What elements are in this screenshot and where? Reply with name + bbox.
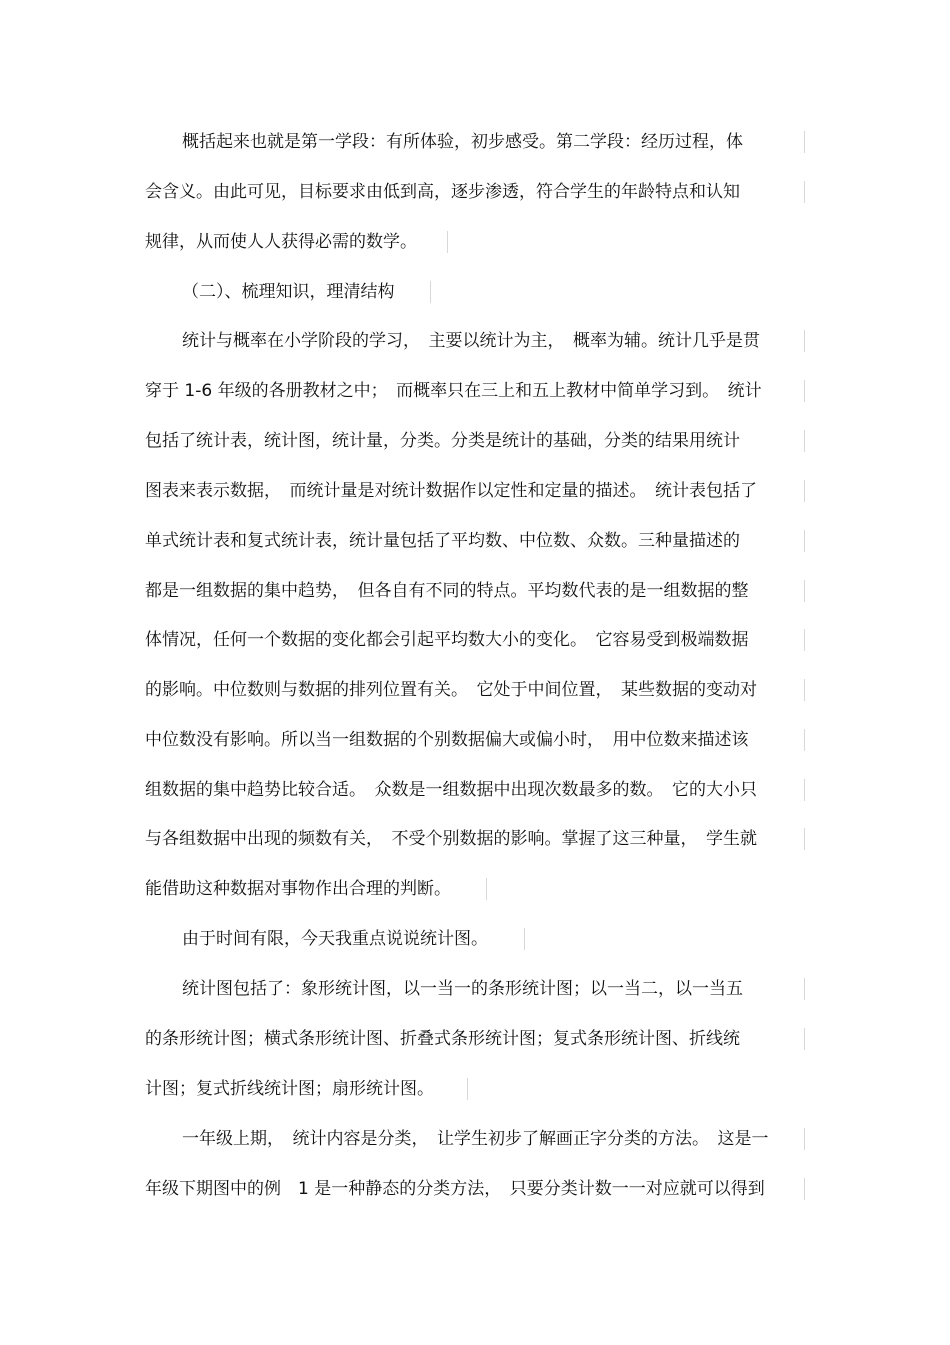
paragraph-line: 统计与概率在小学阶段的学习， 主要以统计为主， 概率为辅。统计几乎是贯 bbox=[182, 331, 760, 351]
paragraph-line: 包括了统计表，统计图，统计量，分类。分类是统计的基础，分类的结果用统计 bbox=[145, 431, 740, 451]
paragraph-line: 都是一组数据的集中趋势， 但各自有不同的特点。平均数代表的是一组数据的整 bbox=[145, 581, 749, 601]
line-edge-mark bbox=[430, 281, 431, 303]
line-edge-mark bbox=[804, 1178, 805, 1200]
line-edge-mark bbox=[804, 480, 805, 502]
line-edge-mark bbox=[804, 978, 805, 1000]
line-edge-mark bbox=[804, 330, 805, 352]
line-edge-mark bbox=[804, 380, 805, 402]
line-edge-mark bbox=[804, 729, 805, 751]
line-edge-mark bbox=[804, 530, 805, 552]
line-edge-mark bbox=[804, 181, 805, 203]
line-edge-mark bbox=[804, 1028, 805, 1050]
line-edge-mark bbox=[804, 828, 805, 850]
paragraph-line: 体情况，任何一个数据的变化都会引起平均数大小的变化。 它容易受到极端数据 bbox=[145, 630, 749, 650]
paragraph-line: 年级下期图中的例 1 是一种静态的分类方法， 只要分类计数一一对应就可以得到 bbox=[145, 1179, 765, 1199]
line-edge-mark bbox=[804, 131, 805, 153]
paragraph-line: 计图；复式折线统计图；扇形统计图。 bbox=[145, 1079, 434, 1099]
line-edge-mark bbox=[804, 779, 805, 801]
paragraph-line: 穿于 1-6 年级的各册教材之中； 而概率只在三上和五上教材中简单学习到。 统计 bbox=[145, 381, 762, 401]
paragraph-line: 会含义。由此可见，目标要求由低到高，逐步渗透，符合学生的年龄特点和认知 bbox=[145, 182, 740, 202]
paragraph-line: 能借助这种数据对事物作出合理的判断。 bbox=[145, 879, 451, 899]
paragraph-line: 的条形统计图；横式条形统计图、折叠式条形统计图；复式条形统计图、折线统 bbox=[145, 1029, 740, 1049]
paragraph-line: 概括起来也就是第一学段：有所体验，初步感受。第二学段：经历过程，体 bbox=[182, 132, 743, 152]
paragraph-line: 组数据的集中趋势比较合适。 众数是一组数据中出现次数最多的数。 它的大小只 bbox=[145, 780, 757, 800]
line-edge-mark bbox=[804, 580, 805, 602]
paragraph-line: 与各组数据中出现的频数有关， 不受个别数据的影响。掌握了这三种量， 学生就 bbox=[145, 829, 757, 849]
paragraph-line: 统计图包括了：象形统计图，以一当一的条形统计图；以一当二，以一当五 bbox=[182, 979, 743, 999]
paragraph-line: 单式统计表和复式统计表，统计量包括了平均数、中位数、众数。三种量描述的 bbox=[145, 531, 740, 551]
paragraph-line: 由于时间有限，今天我重点说说统计图。 bbox=[182, 929, 488, 949]
line-edge-mark bbox=[804, 430, 805, 452]
paragraph-line: 中位数没有影响。所以当一组数据的个别数据偏大或偏小时， 用中位数来描述该 bbox=[145, 730, 749, 750]
line-edge-mark bbox=[804, 679, 805, 701]
line-edge-mark bbox=[524, 928, 525, 950]
line-edge-mark bbox=[467, 1078, 468, 1100]
line-edge-mark bbox=[804, 629, 805, 651]
paragraph-line: 一年级上期， 统计内容是分类， 让学生初步了解画正字分类的方法。 这是一 bbox=[182, 1129, 769, 1149]
paragraph-line: 的影响。中位数则与数据的排列位置有关。 它处于中间位置， 某些数据的变动对 bbox=[145, 680, 757, 700]
section-heading: （二）、梳理知识，理清结构 bbox=[182, 282, 395, 302]
line-edge-mark bbox=[804, 1128, 805, 1150]
paragraph-line: 图表来表示数据， 而统计量是对统计数据作以定性和定量的描述。 统计表包括了 bbox=[145, 481, 757, 501]
line-edge-mark bbox=[447, 231, 448, 253]
line-edge-mark bbox=[486, 878, 487, 900]
paragraph-line: 规律，从而使人人获得必需的数学。 bbox=[145, 232, 417, 252]
